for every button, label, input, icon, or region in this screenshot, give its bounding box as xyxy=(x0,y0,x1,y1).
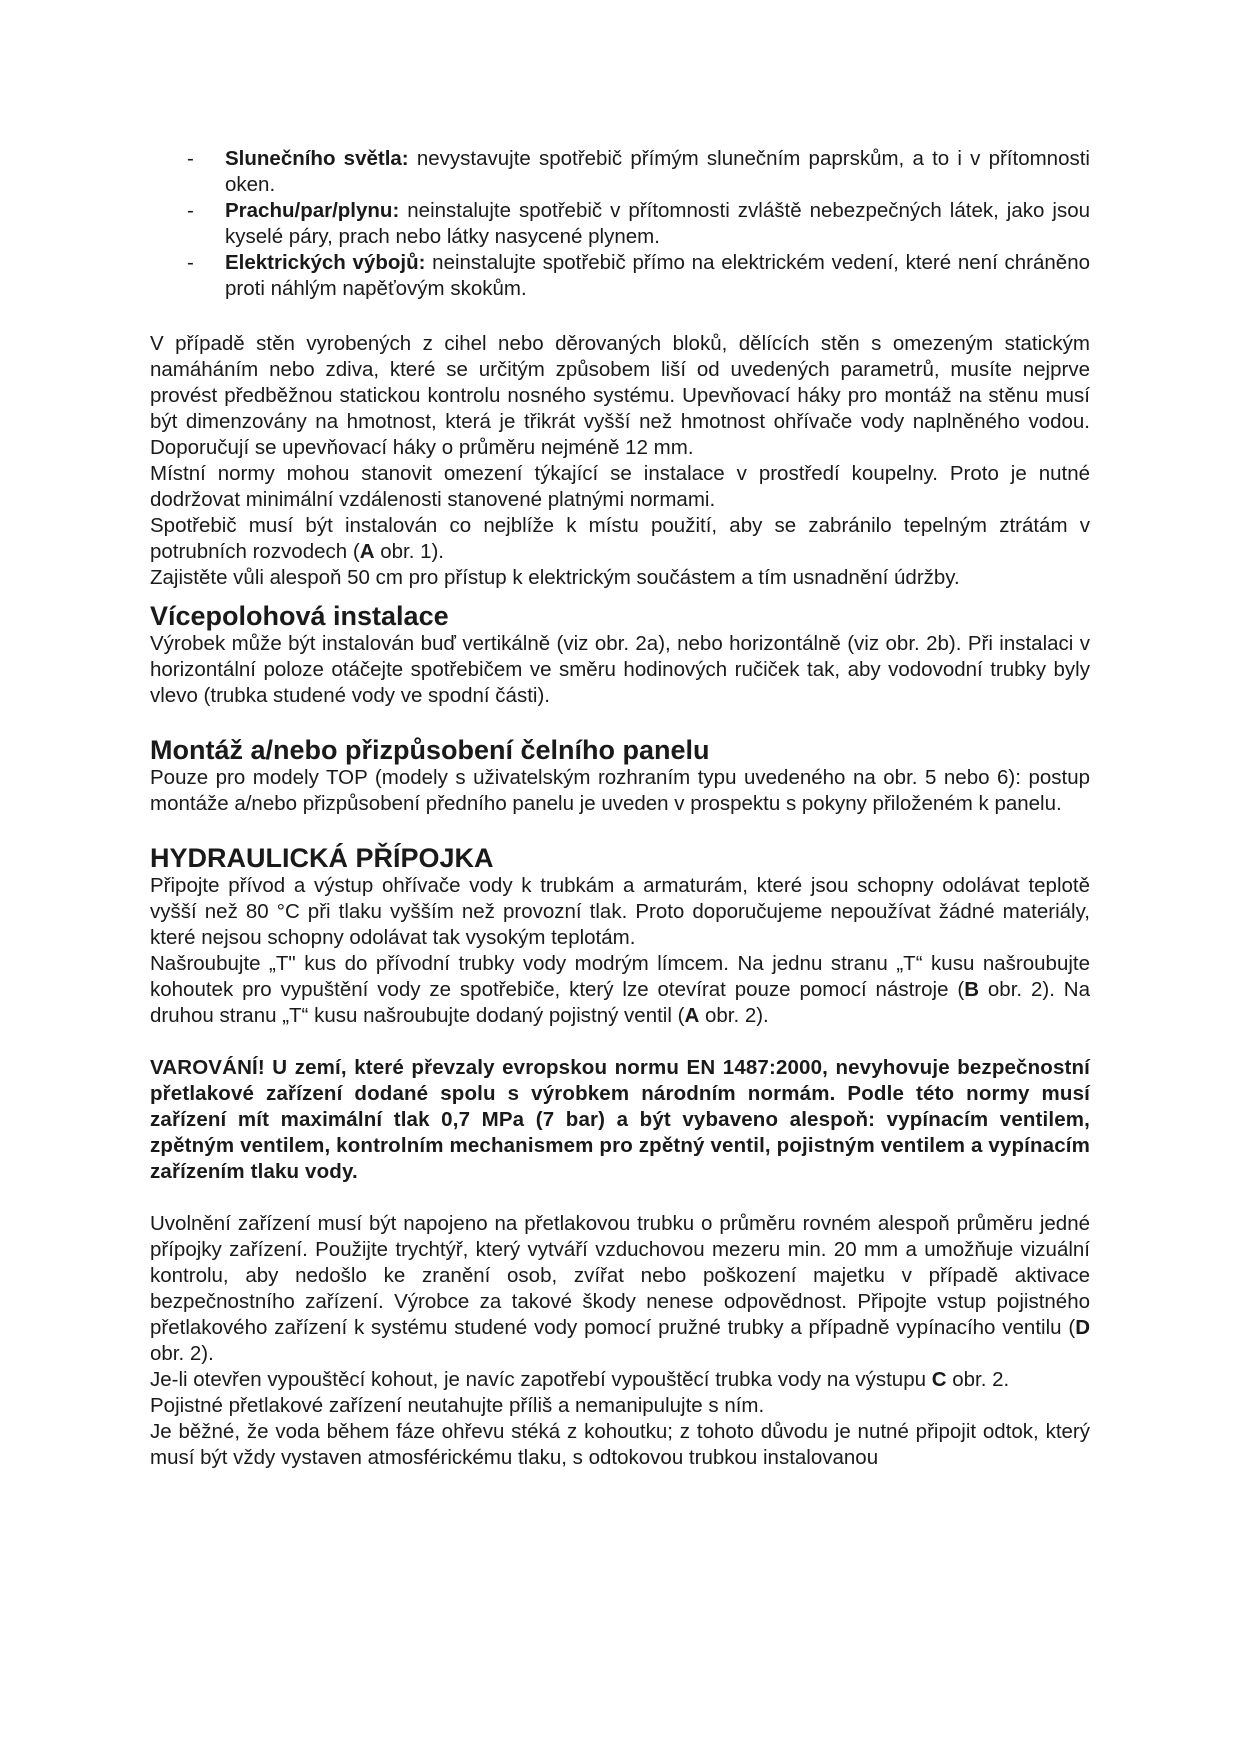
bullet-dash: - xyxy=(187,199,194,222)
clearance-paragraph: Zajistěte vůli alespoň 50 cm pro přístup k elektrickým součástem a tím usnadnění údržby. xyxy=(150,566,960,589)
placement-paragraph: Spotřebič musí být instalován co nejblíže k místu použití, aby se zabránilo tepelným ztrátám v potrubních rozvodech (A obr. 1). xyxy=(150,514,1090,563)
front-panel-paragraph: Pouze pro modely TOP (modely s uživatelským rozhraním typu uvedeného na obr. 5 nebo 6): postup montáže a/nebo přizpůsobení předního panelu je uveden v prospektu s pokyny přiloženém k panelu. xyxy=(150,766,1090,815)
drain-valve-paragraph: Je-li otevřen vypouštěcí kohout, je navíc zapotřebí vypouštěcí trubka vody na výstupu C obr. 2. xyxy=(150,1368,1010,1391)
list-item xyxy=(150,198,1090,250)
document-page xyxy=(150,146,1090,1471)
tightening-paragraph: Pojistné přetlakové zařízení neutahujte příliš a nemanipulujte s ním. xyxy=(150,1394,765,1417)
t-piece-paragraph: Našroubujte „T" kus do přívodní trubky vody modrým límcem. Na jednu stranu „T“ kusu našroubujte kohoutek pro vypuštění vody ze spotřebiče, který lze otevírat pouze pomocí nástroje (B obr. 2). Na druhou stranu „T“ kusu našroubujte dodaný pojistný ventil (A obr. 2). xyxy=(150,952,1090,1027)
bullet-dash: - xyxy=(187,147,194,170)
section-heading-front-panel: Montáž a/nebo přizpůsobení čelního panelu xyxy=(150,735,710,765)
multiposition-paragraph: Výrobek může být instalován buď vertikálně (viz obr. 2a), nebo horizontálně (viz obr. 2b). Při instalaci v horizontální poloze otáčejte spotřebičem ve směru hodinových ručiček tak, aby vodovodní trubky byly vlevo (trubka studené vody ve spodní části). xyxy=(150,632,1090,707)
warning-paragraph: VAROVÁNÍ! U zemí, které převzaly evropskou normu EN 1487:2000, nevyhovuje bezpečnostní přetlakové zařízení dodané spolu s výrobkem národním normám. Podle této normy musí zařízení mít maximální tlak 0,7 MPa (7 bar) a být vybaveno alespoň: vypínacím ventilem, zpětným ventilem, kontrolním mechanismem pro zpětný ventil, pojistným ventilem a vypínacím zařízením tlaku vody. xyxy=(150,1056,1090,1183)
wall-mounting-paragraph: V případě stěn vyrobených z cihel nebo děrovaných bloků, dělících stěn s omezeným statickým namáháním nebo zdiva, které se určitým způsobem liší od uvedených parametrů, musíte nejprve provést předběžnou statickou kontrolu nosného systému. Upevňovací háky pro montáž na stěnu musí být dimenzovány na hmotnost, která je třikrát vyšší než hmotnost ohřívače vody naplněného vodou. Doporučují se upevňovací háky o průměru nejméně 12 mm. xyxy=(150,332,1090,459)
section-heading-hydraulic: HYDRAULICKÁ PŘÍPOJKA xyxy=(150,843,494,873)
bullet-label: Slunečního světla: xyxy=(225,147,409,170)
bullet-text: nevystavujte spotřebič přímým slunečním paprskům, a to i v přítomnosti oken. xyxy=(225,147,1090,196)
bullet-text: neinstalujte spotřebič v přítomnosti zvláště nebezpečných látek, jako jsou kyselé páry, prach nebo látky nasycené plynem. xyxy=(225,199,1090,248)
bullet-label: Elektrických výbojů: xyxy=(225,251,426,274)
list-item xyxy=(150,146,1090,198)
environment-bullet-list xyxy=(150,146,1090,302)
bullet-dash: - xyxy=(187,251,194,274)
bullet-label: Prachu/par/plynu: xyxy=(225,199,400,222)
hydraulic-intro-paragraph: Připojte přívod a výstup ohřívače vody k trubkám a armaturám, které jsou schopny odolávat teplotě vyšší než 80 °C při tlaku vyšším než provozní tlak. Proto doporučujeme nepoužívat žádné materiály, které nejsou schopny odolávat tak vysokým teplotám. xyxy=(150,874,1090,949)
drip-paragraph: Je běžné, že voda během fáze ohřevu stéká z kohoutku; z tohoto důvodu je nutné připojit odtok, který musí být vždy vystaven atmosférickému tlaku, s odtokovou trubkou instalovanou xyxy=(150,1420,1090,1469)
relief-device-paragraph: Uvolnění zařízení musí být napojeno na přetlakovou trubku o průměru rovném alespoň průměru jedné přípojky zařízení. Použijte trychtýř, který vytváří vzduchovou mezeru min. 20 mm a umožňuje vizuální kontrolu, aby nedošlo ke zranění osob, zvířat nebo poškození majetku v případě aktivace bezpečnostního zařízení. Výrobce za takové škody nenese odpovědnost. Připojte vstup pojistného přetlakového zařízení k systému studené vody pomocí pružné trubky a případně vypínacího ventilu (D obr. 2). xyxy=(150,1212,1090,1365)
local-norms-paragraph: Místní normy mohou stanovit omezení týkající se instalace v prostředí koupelny. Proto je nutné dodržovat minimální vzdálenosti stanovené platnými normami. xyxy=(150,462,1090,511)
section-heading-multiposition: Vícepolohová instalace xyxy=(150,601,449,631)
bullet-text: neinstalujte spotřebič přímo na elektrickém vedení, které není chráněno proti náhlým napěťovým skokům. xyxy=(225,251,1090,300)
list-item xyxy=(150,250,1090,302)
